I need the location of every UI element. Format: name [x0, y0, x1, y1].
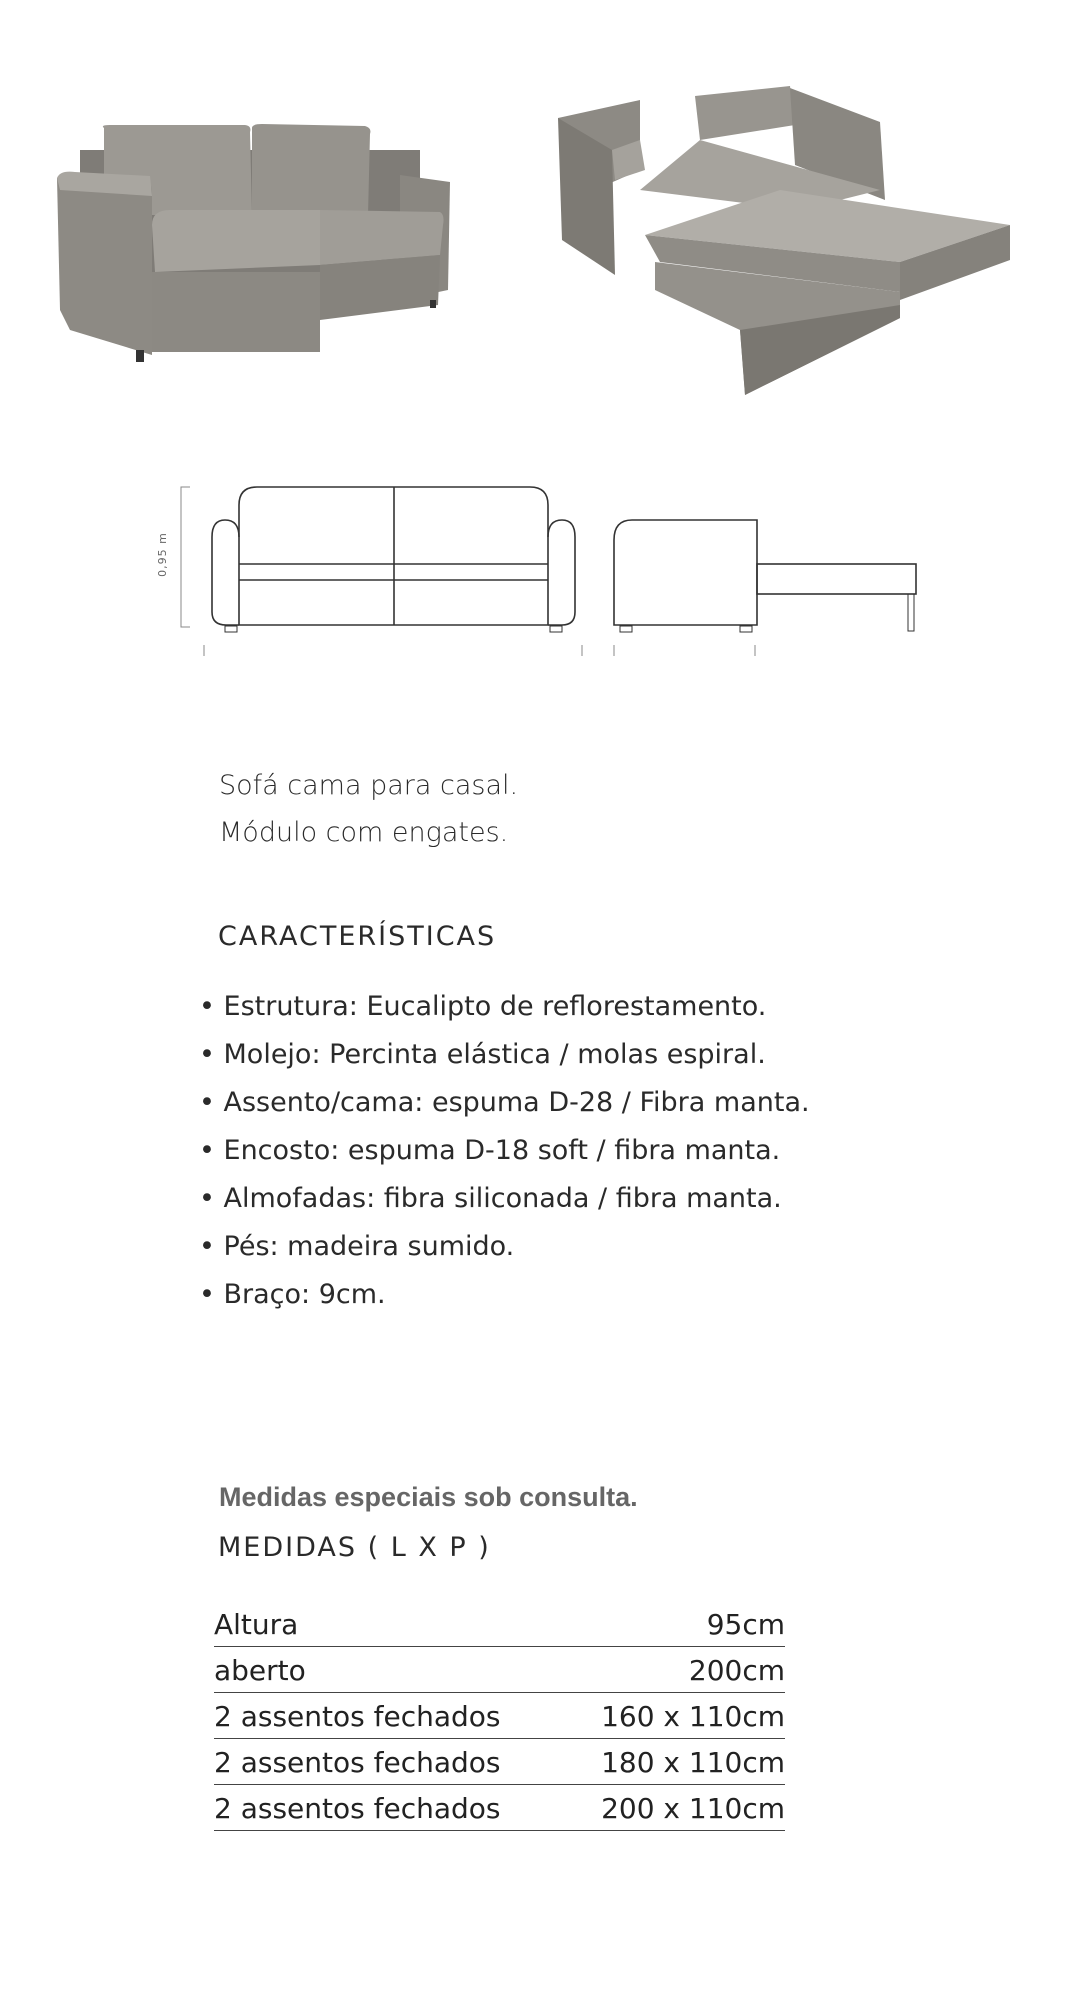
side-view-extension — [757, 564, 916, 594]
row-value: 160 x 110cm — [601, 1700, 785, 1733]
sofa-photos — [0, 0, 1080, 420]
front-view-left-arm — [212, 520, 239, 625]
measures-table — [214, 1603, 785, 1833]
row-value: 95cm — [706, 1608, 785, 1641]
feature-item: • Almofadas: fibra siliconada / fibra manta. — [199, 1183, 782, 1214]
feature-item: • Assento/cama: espuma D-28 / Fibra manta. — [199, 1087, 810, 1118]
table-row — [214, 1695, 785, 1739]
front-view-back — [239, 487, 548, 625]
intro-line-1: Sofá cama para casal. — [219, 770, 519, 801]
intro-line-2: Módulo com engates. — [219, 817, 509, 848]
side-view — [614, 520, 757, 625]
row-value: 200 x 110cm — [601, 1792, 785, 1825]
feature-item: • Braço: 9cm. — [199, 1279, 386, 1310]
row-label: 2 assentos fechados — [214, 1746, 501, 1779]
features-list — [199, 983, 899, 1319]
feature-item: • Estrutura: Eucalipto de reflorestamento. — [199, 991, 767, 1022]
row-label: 2 assentos fechados — [214, 1792, 501, 1825]
feature-item: • Encosto: espuma D-18 soft / fibra manta. — [199, 1135, 781, 1166]
table-row — [214, 1741, 785, 1785]
feature-item: • Pés: madeira sumido. — [199, 1231, 515, 1262]
special-measures-note: Medidas especiais sob consulta. — [219, 1482, 638, 1512]
sofa-closed-photo — [57, 124, 450, 362]
row-value: 200cm — [688, 1654, 785, 1687]
features-heading: CARACTERÍSTICAS — [218, 921, 497, 952]
front-view-right-arm — [548, 520, 575, 625]
row-label: Altura — [214, 1608, 299, 1641]
row-label: aberto — [214, 1654, 306, 1687]
sofa-open-photo — [558, 86, 1010, 395]
table-row — [214, 1603, 785, 1647]
measures-heading: MEDIDAS ( L X P ) — [218, 1532, 491, 1563]
table-row — [214, 1787, 785, 1831]
table-row — [214, 1649, 785, 1693]
row-label: 2 assentos fechados — [214, 1700, 501, 1733]
height-dimension-line — [181, 487, 190, 627]
feature-item: • Molejo: Percinta elástica / molas espiral. — [199, 1039, 766, 1070]
row-value: 180 x 110cm — [601, 1746, 785, 1779]
height-dimension-label: 0,95 m — [155, 532, 169, 577]
